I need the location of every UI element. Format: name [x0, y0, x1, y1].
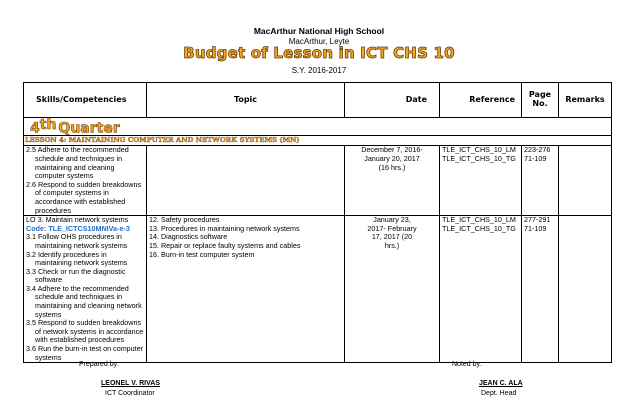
competency-code: Code: TLE_ICTCS10MNIVa-e-3: [26, 223, 130, 233]
col-reference: Reference: [440, 83, 522, 118]
prepared-by-label: Prepared by:: [79, 361, 120, 368]
date-text: January 23, 2017- February 17, 2017 (20 hrs.): [367, 215, 417, 250]
col-skills: Skills/Competencies: [24, 83, 147, 118]
pages-cell: [522, 216, 559, 363]
topic-item: 15. Repair or replace faulty systems and cables: [149, 240, 301, 250]
quarter-suffix: th: [39, 117, 57, 133]
col-page-no: Page No.: [522, 83, 559, 118]
school-year: S.Y. 2016-2017: [291, 66, 347, 75]
remarks-cell: [559, 146, 612, 216]
date-text: December 7, 2016- January 20, 2017 (16 hrs.): [361, 145, 423, 172]
topic-cell: [147, 146, 345, 216]
table-row: [24, 216, 612, 363]
skill-item: 3.4 Adhere to the recommended schedule and techniques in maintaining and cleaning network systems: [26, 283, 142, 319]
reference-item: TLE_ICT_CHS_10_TG: [442, 223, 516, 233]
quarter-row: [24, 118, 612, 136]
page-item: 223-276: [524, 145, 551, 155]
page-item: 277-291: [524, 215, 551, 225]
reference-cell: [440, 216, 522, 363]
noted-by-label: Noted by:: [452, 361, 482, 368]
reference-item: TLE_ICT_CHS_10_LM: [442, 145, 516, 155]
quarter-number: 4: [30, 120, 40, 137]
page-item: 71-109: [524, 223, 547, 233]
skill-item: 2.5 Adhere to the recommended schedule and techniques in maintaining and cleaning computer systems: [26, 145, 129, 181]
learning-outcome: LO 3. Maintain network systems: [26, 215, 129, 225]
quarter-cell: [24, 118, 612, 136]
lesson-cell: [24, 136, 612, 146]
reference-item: TLE_ICT_CHS_10_TG: [442, 153, 516, 163]
budget-table: [23, 82, 612, 363]
budget-title: Budget of Lesson in ICT CHS 10: [183, 44, 455, 62]
noted-by-title: Dept. Head: [481, 390, 517, 397]
date-cell: [345, 146, 440, 216]
topic-item: 13. Procedures in maintaining network systems: [149, 223, 300, 233]
skill-item: 3.2 Identify procedures in maintaining network systems: [26, 249, 128, 268]
noted-by-name: JEAN C. ALA: [479, 380, 523, 387]
table-row: [24, 146, 612, 216]
prepared-by-name: LEONEL V. RIVAS: [101, 380, 160, 387]
remarks-cell: [559, 216, 612, 363]
reference-cell: [440, 146, 522, 216]
topic-cell: [147, 216, 345, 363]
school-town: MacArthur, Leyte: [288, 37, 350, 46]
col-topic: Topic: [147, 83, 345, 118]
prepared-by-title: ICT Coordinator: [105, 390, 155, 397]
quarter-word: Quarter: [58, 120, 120, 137]
skill-item: 2.6 Respond to sudden breakdowns of computer systems in accordance with established procedures: [26, 179, 142, 215]
table-header-row: [24, 83, 612, 118]
col-remarks: Remarks: [559, 83, 612, 118]
reference-item: TLE_ICT_CHS_10_LM: [442, 215, 516, 225]
topic-item: 16. Burn-in test computer system: [149, 249, 255, 259]
topic-item: 14. Diagnostics software: [149, 232, 228, 242]
col-date: Date: [345, 83, 440, 118]
skill-item: 3.3 Check or run the diagnostic software: [26, 266, 126, 285]
date-cell: [345, 216, 440, 363]
topic-item: 12. Safety procedures: [149, 215, 220, 225]
skill-item: 3.1 Follow OHS procedures in maintaining network systems: [26, 232, 128, 250]
lesson-title: LESSON 4: MAINTAINING COMPUTER AND NETWORK SYSTEMS (MN): [25, 136, 300, 145]
page-item: 71-109: [524, 153, 547, 163]
skills-cell: [24, 146, 147, 216]
skill-item: 3.6 Run the burn-in test on computer systems: [26, 344, 144, 362]
school-name: MacArthur National High School: [253, 26, 385, 36]
skill-item: 3.5 Respond to sudden breakdowns of network systems in accordance with established procedures: [26, 318, 144, 345]
skills-cell: [24, 216, 147, 363]
lesson-row: [24, 136, 612, 146]
pages-cell: [522, 146, 559, 216]
